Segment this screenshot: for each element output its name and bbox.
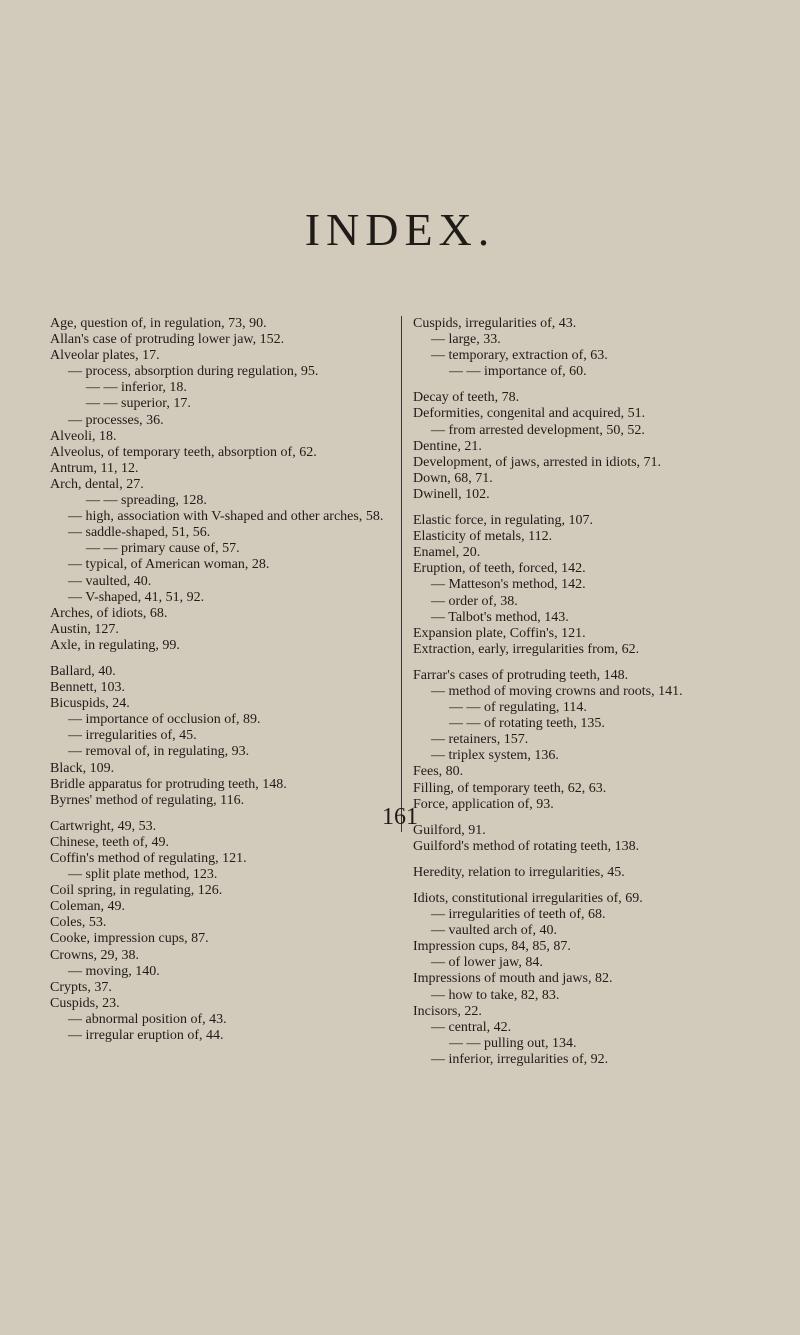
index-subentry: — processes, 36. (68, 412, 164, 428)
index-entry: Expansion plate, Coffin's, 121. (413, 625, 586, 641)
index-entry: Cuspids, 23. (50, 995, 120, 1011)
index-entry: Allan's case of protruding lower jaw, 152. (50, 332, 285, 348)
page-number: 161 (382, 804, 418, 830)
index-entry: Elastic force, in regulating, 107. (413, 513, 593, 529)
index-entry: Axle, in regulating, 99. (50, 637, 180, 653)
index-subentry: — — primary cause of, 57. (86, 541, 240, 557)
index-entry: Filling, of temporary teeth, 62, 63. (413, 780, 607, 796)
index-subentry: — vaulted, 40. (68, 573, 152, 589)
index-entry: Cooke, impression cups, 87. (50, 931, 209, 947)
index-entry: Guilford, 91. (413, 822, 486, 838)
index-subentry: — irregularities of, 45. (68, 728, 197, 744)
index-column-right (413, 316, 763, 1068)
index-subentry: — irregular eruption of, 44. (68, 1028, 224, 1044)
index-entry: Enamel, 20. (413, 545, 481, 561)
index-subentry: — — of regulating, 114. (449, 700, 587, 716)
index-subentry: — importance of occlusion of, 89. (68, 712, 261, 728)
index-entry: Incisors, 22. (413, 1003, 482, 1019)
index-subentry: — — importance of, 60. (449, 364, 587, 380)
index-entry: Fees, 80. (413, 764, 464, 780)
index-subentry: — triplex system, 136. (431, 748, 559, 764)
index-subentry: — method of moving crowns and roots, 141. (431, 683, 683, 699)
index-entry: Impressions of mouth and jaws, 82. (413, 971, 613, 987)
index-entry: Crowns, 29, 38. (50, 947, 140, 963)
section-gap (413, 380, 763, 390)
index-entry: Impression cups, 84, 85, 87. (413, 939, 571, 955)
index-subentry: — inferior, irregularities of, 92. (431, 1051, 609, 1067)
section-gap (50, 654, 395, 664)
index-subentry: — central, 42. (431, 1019, 512, 1035)
index-subentry: — saddle-shaped, 51, 56. (68, 525, 211, 541)
index-subentry: — temporary, extraction of, 63. (431, 348, 608, 364)
index-entry: Decay of teeth, 78. (413, 390, 520, 406)
index-entry: Alveoli, 18. (50, 428, 117, 444)
index-entry: Cuspids, irregularities of, 43. (413, 316, 577, 331)
index-subentry: — — superior, 17. (86, 396, 191, 412)
index-entry: Dwinell, 102. (413, 486, 490, 502)
index-subentry: — V-shaped, 41, 51, 92. (68, 589, 205, 605)
index-subentry: — from arrested development, 50, 52. (431, 422, 645, 438)
index-entry: Coil spring, in regulating, 126. (50, 883, 223, 899)
index-entry: Age, question of, in regulation, 73, 90. (50, 316, 267, 331)
index-entry: Coleman, 49. (50, 899, 126, 915)
index-subentry: — Talbot's method, 143. (431, 609, 569, 625)
index-entry: Ballard, 40. (50, 663, 116, 679)
section-gap (413, 658, 763, 668)
index-subentry: — retainers, 157. (431, 732, 529, 748)
index-subentry: — — spreading, 128. (86, 493, 207, 509)
index-entry: Idiots, constitutional irregularities of, 69. (413, 891, 643, 906)
index-subentry: — irregularities of teeth of, 68. (431, 907, 606, 923)
index-entry: Black, 109. (50, 760, 115, 776)
index-subentry: — of lower jaw, 84. (431, 955, 543, 971)
index-entry: Arches, of idiots, 68. (50, 605, 168, 621)
index-subentry: — large, 33. (431, 332, 501, 348)
index-subentry: — how to take, 82, 83. (431, 987, 560, 1003)
index-entry: Elasticity of metals, 112. (413, 529, 553, 545)
index-subentry: — process, absorption during regulation, 95. (68, 364, 319, 380)
section-gap (413, 855, 763, 865)
index-entry: Bicuspids, 24. (50, 696, 130, 712)
index-subentry: — removal of, in regulating, 93. (68, 744, 250, 760)
index-subentry: — order of, 38. (431, 593, 518, 609)
index-entry: Dentine, 21. (413, 438, 482, 454)
index-entry: Development, of jaws, arrested in idiots, 71. (413, 454, 662, 470)
index-entry: Eruption, of teeth, forced, 142. (413, 561, 586, 577)
index-entry: Crypts, 37. (50, 979, 112, 995)
index-entry: Bennett, 103. (50, 680, 126, 696)
index-subentry: — — inferior, 18. (86, 380, 187, 396)
index-entry: Byrnes' method of regulating, 116. (50, 792, 245, 808)
index-entry: Austin, 127. (50, 621, 119, 637)
section-gap (413, 881, 763, 891)
index-entry: Coles, 53. (50, 915, 107, 931)
index-entry: Bridle apparatus for protruding teeth, 148. (50, 776, 287, 792)
index-entry: Alveolar plates, 17. (50, 348, 160, 364)
section-gap (413, 503, 763, 513)
index-entry: Coffin's method of regulating, 121. (50, 851, 247, 866)
column-divider (401, 316, 402, 832)
index-entry: Down, 68, 71. (413, 470, 493, 486)
index-subentry: — split plate method, 123. (68, 867, 218, 883)
page-title: INDEX. (304, 204, 496, 255)
index-subentry: — high, association with V-shaped and other arches, 58. (68, 509, 384, 525)
index-entry: Arch, dental, 27. (50, 476, 144, 492)
index-subentry: — vaulted arch of, 40. (431, 923, 557, 939)
index-entry: Deformities, congenital and acquired, 51. (413, 406, 646, 422)
index-subentry: — abnormal position of, 43. (68, 1011, 227, 1027)
index-column-left (50, 316, 395, 1044)
index-subentry: — typical, of American woman, 28. (68, 557, 270, 573)
index-subentry: — — pulling out, 134. (449, 1035, 577, 1051)
index-entry: Heredity, relation to irregularities, 45. (413, 864, 625, 880)
index-subentry: — Matteson's method, 142. (431, 577, 586, 593)
index-entry: Cartwright, 49, 53. (50, 818, 157, 834)
index-subentry: — — of rotating teeth, 135. (449, 716, 605, 732)
index-subentry: — moving, 140. (68, 963, 160, 979)
index-entry: Guilford's method of rotating teeth, 138. (413, 838, 640, 854)
index-entry: Alveolus, of temporary teeth, absorption of, 62. (50, 444, 317, 460)
index-entry: Farrar's cases of protruding teeth, 148. (413, 667, 629, 683)
index-entry: Force, application of, 93. (413, 796, 554, 812)
index-entry: Antrum, 11, 12. (50, 460, 139, 476)
index-entry: Extraction, early, irregularities from, 62. (413, 641, 640, 657)
index-entry: Chinese, teeth of, 49. (50, 834, 169, 850)
